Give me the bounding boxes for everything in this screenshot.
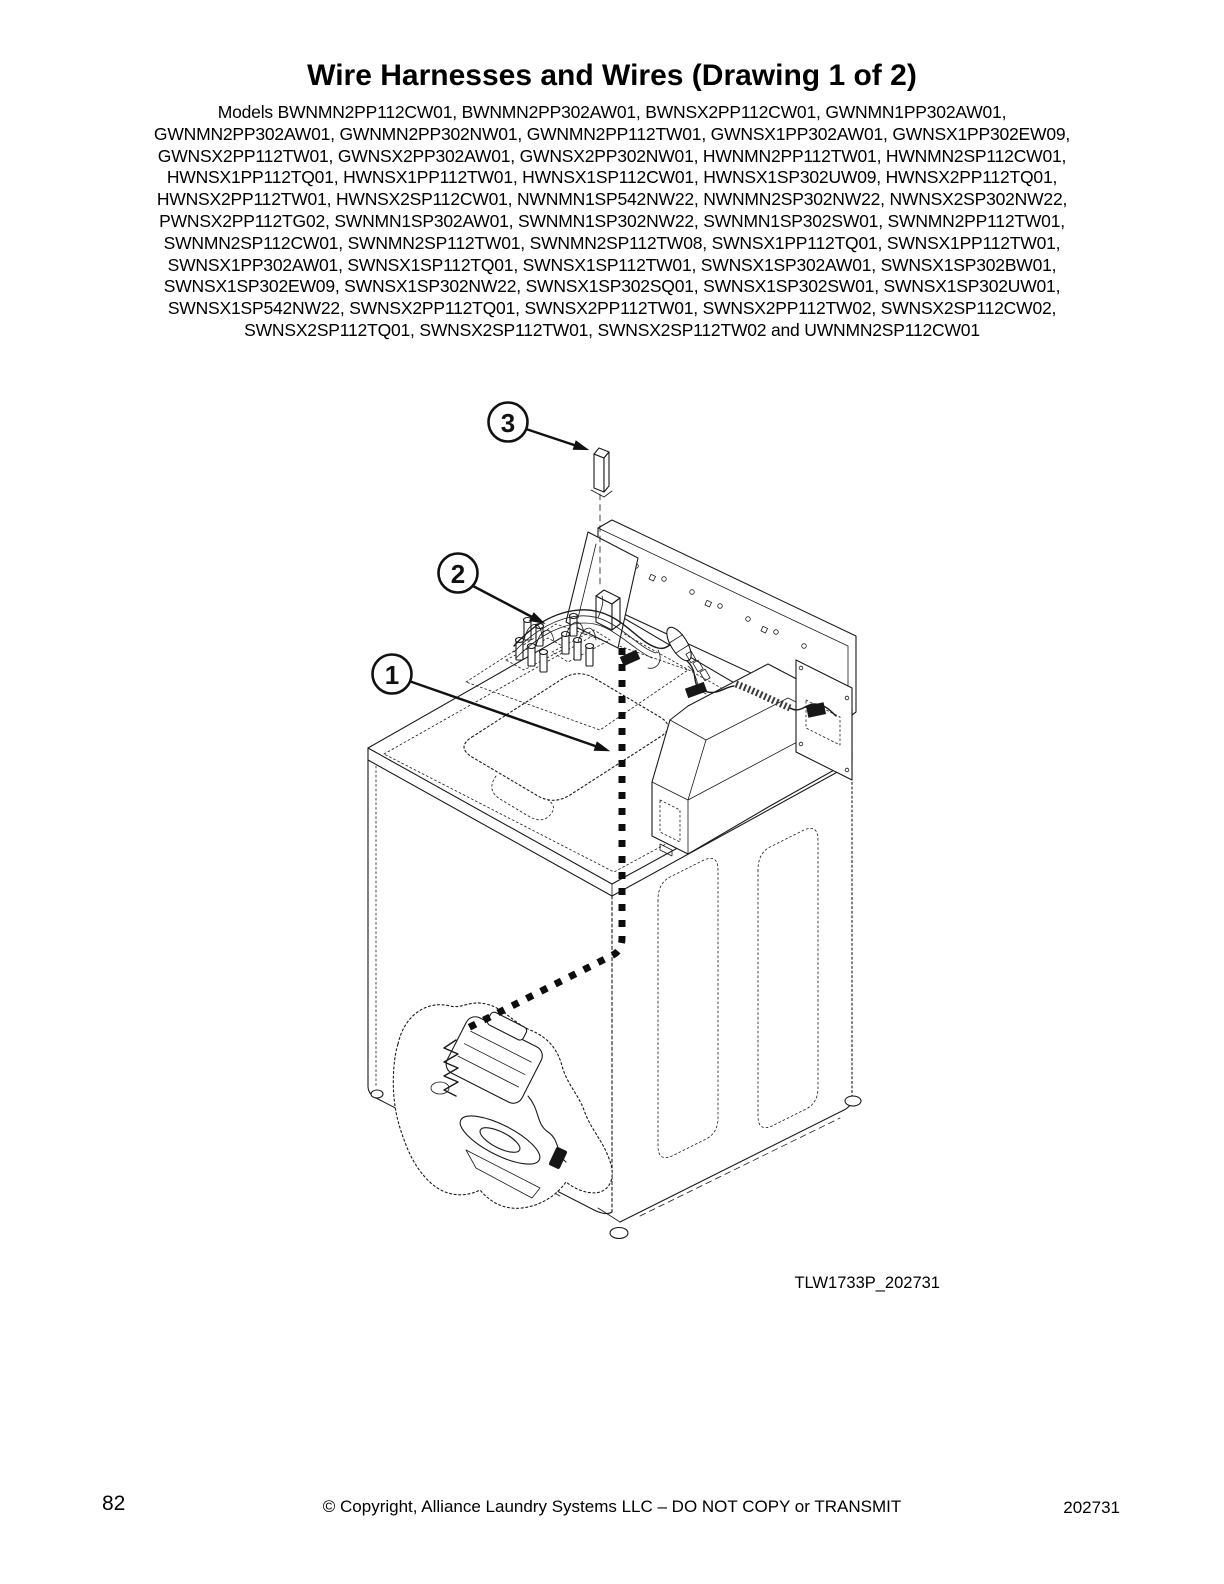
callout-2-number: 2 [450,559,466,589]
model-list-line: HWNSX1PP112TQ01, HWNSX1PP112TW01, HWNSX1SP112CW01, HWNSX1SP302UW09, HWNSX2PP112TQ01, [166,167,1058,188]
page-number: 82 [102,1492,126,1515]
model-list-line: SWNSX1SP542NW22, SWNSX2PP112TQ01, SWNSX2PP112TW01, SWNSX2PP112TW02, SWNSX2SP112CW02, [167,298,1057,319]
copyright-notice: © Copyright, Alliance Laundry Systems LLC – DO NOT COPY or TRANSMIT [322,1497,902,1516]
callout-3 [489,403,578,447]
callout-1-number: 1 [384,660,400,690]
callout-3-number: 3 [500,408,516,438]
wire-harness-exploded-drawing [300,380,1000,1260]
document-number: 202731 [1063,1498,1120,1517]
page-title: Wire Harnesses and Wires (Drawing 1 of 2) [307,59,917,92]
model-list-line: SWNSX2SP112TQ01, SWNSX2SP112TW01, SWNSX2SP112TW02 and UWNMN2SP112CW01 [244,319,980,340]
model-list-line: GWNMN2PP302AW01, GWNMN2PP302NW01, GWNMN2PP112TW01, GWNSX1PP302AW01, GWNSX1PP302EW09, [153,123,1071,144]
model-list-line: SWNMN2SP112CW01, SWNMN2SP112TW01, SWNMN2SP112TW08, SWNSX1PP112TQ01, SWNSX1PP112TW01, [163,232,1061,253]
fuse-socket-block [596,590,620,630]
model-list-line: PWNSX2PP112TG02, SWNMN1SP302AW01, SWNMN1SP302NW22, SWNMN1SP302SW01, SWNMN2PP112TW01, [159,210,1065,231]
model-list-line: Models BWNMN2PP112CW01, BWNMN2PP302AW01, BWNSX2PP112CW01, GWNMN1PP302AW01, [217,102,1007,122]
model-list-line: GWNSX2PP112TW01, GWNSX2PP302AW01, GWNSX2PP302NW01, HWNMN2PP112TW01, HWNMN2SP112CW01, [157,145,1067,166]
model-list-line: SWNSX1PP302AW01, SWNSX1SP112TQ01, SWNSX1SP112TW01, SWNSX1SP302AW01, SWNSX1SP302BW01, [167,254,1057,275]
callout-2 [439,554,535,619]
model-list [0,102,1224,342]
drawing-reference: TLW1733P_202731 [794,1274,940,1292]
model-list-line: SWNSX1SP302EW09, SWNSX1SP302NW22, SWNSX1SP302SQ01, SWNSX1SP302SW01, SWNSX1SP302UW01, [163,276,1061,297]
model-list-line: HWNSX2PP112TW01, HWNSX2SP112CW01, NWNMN1SP542NW22, NWNMN2SP302NW22, NWNSX2SP302NW22, [156,189,1068,210]
